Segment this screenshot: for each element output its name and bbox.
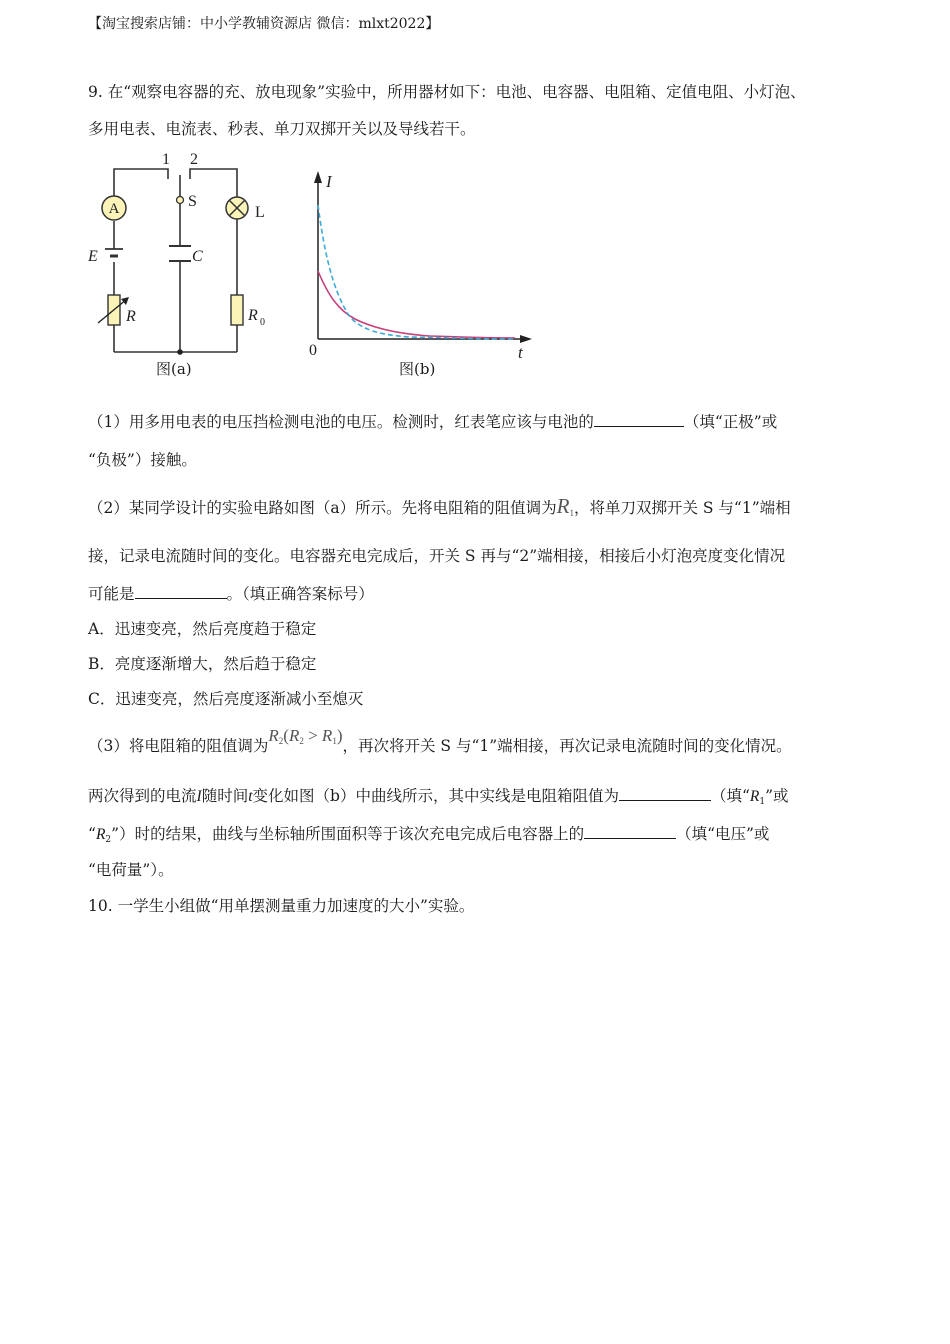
figure-a-caption: 图(a): [156, 360, 192, 378]
svg-text:L: L: [255, 204, 265, 221]
part3-line1: （3）将电阻箱的阻值调为$R_2(R_2 > R_1)$，再次将开关 S 与“1”端相接，再次记录电流随时间的变化情况。: [88, 726, 792, 755]
svg-text:1: 1: [162, 151, 170, 168]
x-axis-arrow-icon: [520, 335, 532, 343]
figure-b-caption: 图(b): [399, 360, 436, 378]
option-a: A．迅速变亮，然后亮度趋于稳定: [88, 620, 317, 638]
svg-text:R: R: [126, 308, 136, 325]
svg-text:S: S: [188, 193, 197, 210]
svg-text:I: I: [326, 172, 332, 191]
option-c: C．迅速变亮，然后亮度逐渐减小至熄灭: [88, 690, 364, 708]
part2-line2: 接，记录电流随时间的变化。电容器充电完成后，开关 S 再与“2”端相接，相接后小灯泡亮度变化情况: [88, 547, 786, 565]
circuit-diagram: [80, 145, 280, 385]
svg-text:C: C: [192, 248, 203, 265]
svg-text:0: 0: [260, 317, 265, 328]
part2-answer-blank[interactable]: [135, 584, 227, 599]
figure-b-graph: [300, 165, 545, 385]
part2-line1: （2）某同学设计的实验电路如图（a）所示。先将电阻箱的阻值调为$R_1$，将单刀双掷开关 S 与“1”端相: [88, 494, 791, 518]
q9-number: 9.: [88, 83, 103, 101]
part1-line2: “负极”）接触。: [88, 451, 197, 469]
watermark-header: 【淘宝搜索店铺：中小学教辅资源店 微信：mlxt2022】: [88, 16, 440, 32]
junction-dot: [177, 349, 183, 355]
q9-intro-line2: 多用电表、电流表、秒表、单刀双掷开关以及导线若干。: [88, 120, 476, 138]
part3-answer-blank-1[interactable]: [619, 786, 711, 801]
part1-line1: （1）用多用电表的电压挡检测电池的电压。检测时，红表笔应该与电池的 （填“正极”或: [88, 413, 778, 431]
current-time-chart: [300, 165, 545, 365]
part3-line4: “电荷量”）。: [88, 861, 174, 879]
svg-text:0: 0: [309, 342, 317, 359]
solid-curve: [318, 271, 515, 338]
y-axis-arrow-icon: [314, 171, 322, 183]
q10-text: 10. 一学生小组做“用单摆测量重力加速度的大小”实验。: [88, 897, 475, 915]
part3-line2: 两次得到的电流I随时间t变化如图（b）中曲线所示，其中实线是电阻箱阻值为 （填“$R_1$”或: [88, 787, 789, 807]
part2-line3: 可能是 。（填正确答案标号）: [88, 585, 374, 603]
svg-text:E: E: [88, 248, 98, 265]
r1-symbol: $R_1$: [556, 494, 574, 518]
part1-answer-blank[interactable]: [594, 412, 684, 427]
part3-line3: “$R_2$”）时的结果，曲线与坐标轴所围面积等于该次充电完成后电容器上的 （填“电压”或: [88, 825, 770, 845]
option-b: B．亮度逐渐增大，然后趋于稳定: [88, 655, 317, 673]
q9-intro-line1: 9. 在“观察电容器的充、放电现象”实验中，所用器材如下：电池、电容器、电阻箱、定值电阻、小灯泡、: [88, 83, 806, 101]
r2-condition: $R_2(R_2 > R_1)$: [268, 726, 343, 746]
svg-text:2: 2: [190, 151, 198, 168]
svg-text:A: A: [108, 201, 120, 217]
figure-a-circuit: [80, 145, 280, 385]
dashed-curve: [318, 205, 515, 339]
part3-answer-blank-2[interactable]: [584, 824, 676, 839]
fixed-resistor-icon: [231, 295, 243, 325]
svg-text:R: R: [248, 307, 258, 324]
svg-text:t: t: [518, 343, 523, 362]
switch-icon: [177, 197, 184, 204]
